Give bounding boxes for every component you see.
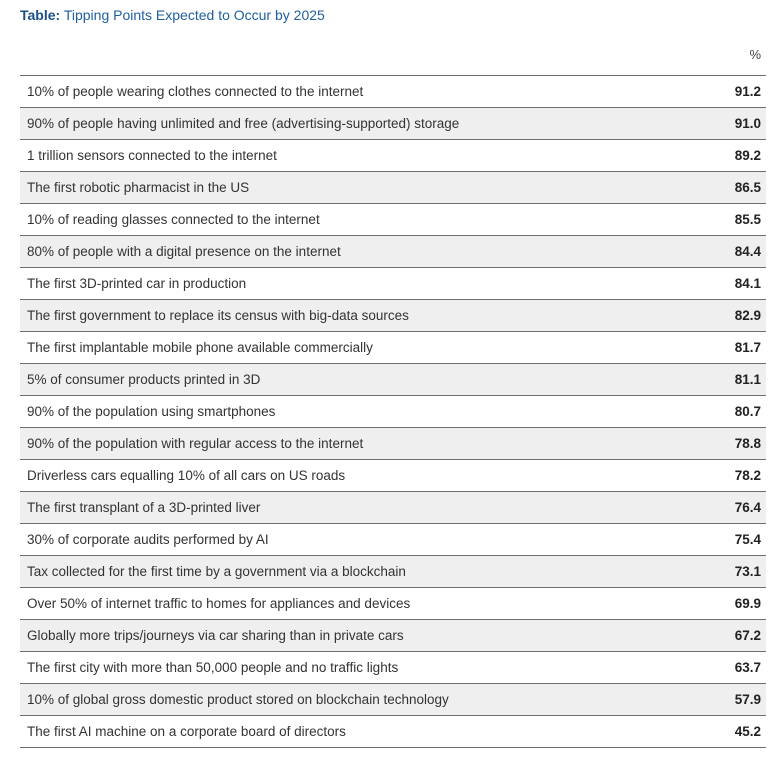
row-value: 81.1 (734, 372, 761, 387)
row-value: 82.9 (734, 308, 761, 323)
row-value: 76.4 (734, 500, 761, 515)
table-row (20, 556, 766, 588)
table-row (20, 588, 766, 620)
row-label: 90% of the population using smartphones (27, 404, 276, 419)
row-value: 84.1 (734, 276, 761, 291)
row-label: 80% of people with a digital presence on the internet (27, 244, 341, 259)
table-title-text: Tipping Points Expected to Occur by 2025 (63, 7, 325, 23)
row-value: 78.2 (734, 468, 761, 483)
row-label: The first city with more than 50,000 people and no traffic lights (27, 660, 399, 675)
table-row (20, 684, 766, 716)
row-label: 30% of corporate audits performed by AI (27, 532, 269, 547)
row-value: 85.5 (734, 212, 761, 227)
value-column-header: % (749, 47, 761, 62)
row-label: 5% of consumer products printed in 3D (27, 372, 261, 387)
row-value: 78.8 (734, 436, 761, 451)
row-value: 81.7 (734, 340, 761, 355)
row-value: 67.2 (734, 628, 761, 643)
row-label: 10% of reading glasses connected to the internet (27, 212, 320, 227)
row-label: 10% of global gross domestic product stored on blockchain technology (27, 692, 449, 707)
tipping-points-table (20, 75, 766, 748)
row-value: 91.0 (734, 116, 761, 131)
row-label: Driverless cars equalling 10% of all cars on US roads (27, 468, 346, 483)
row-value: 89.2 (734, 148, 761, 163)
row-value: 80.7 (734, 404, 761, 419)
row-value: 86.5 (734, 180, 761, 195)
row-value: 63.7 (734, 660, 761, 675)
row-label: 1 trillion sensors connected to the internet (27, 148, 277, 163)
table-row (20, 620, 766, 652)
table-title-prefix: Table: (20, 7, 61, 23)
table-row (20, 140, 766, 172)
table-row (20, 108, 766, 140)
row-label: 90% of the population with regular access to the internet (27, 436, 364, 451)
row-label: Over 50% of internet traffic to homes for appliances and devices (27, 596, 411, 611)
row-label: Globally more trips/journeys via car sharing than in private cars (27, 628, 404, 643)
row-value: 75.4 (734, 532, 761, 547)
table-row (20, 716, 766, 748)
row-label: The first robotic pharmacist in the US (27, 180, 250, 195)
row-label: The first implantable mobile phone available commercially (27, 340, 373, 355)
row-label: The first transplant of a 3D-printed liver (27, 500, 261, 515)
row-label: The first AI machine on a corporate board of directors (27, 724, 346, 739)
table-row (20, 460, 766, 492)
table-row (20, 268, 766, 300)
table-row (20, 364, 766, 396)
table-row (20, 332, 766, 364)
row-value: 45.2 (734, 724, 761, 739)
table-row (20, 76, 766, 108)
table-row (20, 204, 766, 236)
table-row (20, 524, 766, 556)
row-value: 73.1 (734, 564, 761, 579)
row-value: 84.4 (734, 244, 761, 259)
table-row (20, 236, 766, 268)
table-row (20, 396, 766, 428)
table-row (20, 172, 766, 204)
row-label: The first government to replace its census with big-data sources (27, 308, 409, 323)
row-label: 10% of people wearing clothes connected to the internet (27, 84, 364, 99)
row-label: Tax collected for the first time by a government via a blockchain (27, 564, 406, 579)
table-row (20, 428, 766, 460)
table-row (20, 300, 766, 332)
row-value: 91.2 (734, 84, 761, 99)
row-label: The first 3D-printed car in production (27, 276, 247, 291)
table-row (20, 492, 766, 524)
row-value: 57.9 (734, 692, 761, 707)
table-row (20, 652, 766, 684)
row-label: 90% of people having unlimited and free (advertising-supported) storage (27, 116, 460, 131)
row-value: 69.9 (734, 596, 761, 611)
table-title (20, 7, 325, 23)
